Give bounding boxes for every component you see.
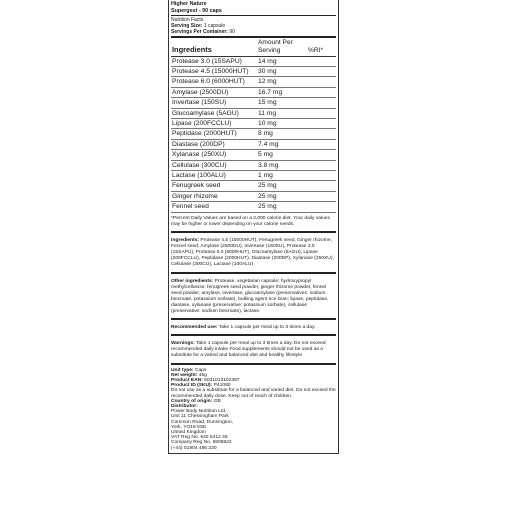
net-weight-value: 45g [197,372,207,378]
ingredient-name: Protease 4.5 (15000HUT) [171,67,257,77]
warnings-label: Warnings: [171,341,195,347]
distributor-line: York, YO19 5SE [171,424,207,430]
ingredient-ri [307,87,336,97]
net-weight-label: Net weight: [171,372,198,378]
ingredient-amount: 30 mg [257,67,307,77]
product-ean-label: Product EAN: [171,377,203,383]
ingredient-name: Ginger rhizome [171,191,257,201]
ingredient-name: Amylase (2500DU) [171,87,257,97]
brand-name: Higher Nature [171,1,207,7]
distributor-label: Distributor: [171,403,198,409]
ingredient-ri [307,150,336,160]
col-amount: Amount Per Serving [257,38,307,56]
ingredient-ri [307,108,336,118]
country-label: Country of origin: [171,398,213,404]
servings-per-container [171,29,336,35]
ingredient-amount: 3.8 mg [257,160,307,170]
divider [171,15,336,16]
other-ingredients-text: Protease, vegetarian capsule: hydroxypropyl methylcellulose; fenugreek seed powder, ginger rhizome powder, fennel seed powder, amylase, invertase, glucoamylase (preservatives: sodium benzoate, potassium sorbate), bulking agent rice bran; lipase, peptidase, diastase, xylanase (preservative: potassium sorbate), cellulase (preservative: sodium benzoate), lactase. [171,278,329,315]
ingredient-ri [307,67,336,77]
ingredient-amount: 25 mg [257,202,307,212]
table-row [171,98,336,108]
recommended-use-label: Recommended use: [171,325,218,331]
distributor-line: Common Road, Dunnington, [171,419,233,425]
ingredient-name: Peptidase (2000HUT) [171,129,257,139]
warnings-section [171,334,336,362]
unit-type-label: Unit type: [171,367,194,373]
ingredient-ri [307,129,336,139]
ingredient-amount: 14 mg [257,56,307,66]
ingredients-label: Ingredients: [171,238,199,244]
table-row [171,191,336,201]
ingredient-ri [307,77,336,87]
ingredient-ri [307,202,336,212]
ingredient-amount: 16.7 mg [257,87,307,97]
ingredient-name: Cellulase (300CU) [171,160,257,170]
table-row [171,129,336,139]
unit-type-value: Caps [193,367,207,373]
ingredients-section [171,231,336,271]
table-row [171,139,336,149]
ingredient-ri [307,98,336,108]
table-row [171,171,336,181]
ingredient-ri [307,181,336,191]
col-ri: %RI* [307,38,336,56]
col-ingredients: Ingredients [171,38,257,56]
ingredient-amount: 5 mg [257,150,307,160]
ingredients-text: Protease 4.5 (15000HUT), Fenugreek seed, Ginger rhizome, Fennel seed, Amylase (2500DU), Invertase (150SU), Protease 3.0 (15SAPU), Protease 6.0 (6000HUT), Glucoamylase (5AGU), Lipase (200FCCLU), Peptidase (2000HUT), Diastase (200DP), Xylanase (250XU), Cellulase (300CU), Lactase (100ALU) [171,238,334,268]
ingredient-name: Invertase (150SU) [171,98,257,108]
ingredient-amount: 25 mg [257,191,307,201]
product-name: Supergest - 90 caps [171,7,222,14]
other-ingredients-section [171,272,336,319]
ingredient-name: Lactase (100ALU) [171,171,257,181]
distributor-address [171,409,336,451]
advice-text: Do not use as a substitute for a balanced and varied diet. Do not exceed the recommended daily dose. Keep out of reach of children. [171,388,336,399]
product-ean-value: 5031013102387 [202,377,240,383]
distributor-line: (+44) 01904 486 330 [171,445,217,451]
distributor-line: United Kingdom [171,429,206,435]
table-row [171,202,336,212]
supplement-label [168,0,339,454]
servings-per-container-value: 90 [227,29,235,36]
nutrition-facts-title: Nutrition Facts [171,17,204,24]
ingredient-ri [307,56,336,66]
table-row [171,87,336,97]
table-row [171,119,336,129]
ingredient-amount: 10 mg [257,119,307,129]
table-row [171,56,336,66]
table-row [171,160,336,170]
ingredient-amount: 15 mg [257,98,307,108]
table-body [171,56,336,212]
ingredient-name: Fenugreek seed [171,181,257,191]
ingredient-name: Protease 3.0 (15SAPU) [171,56,257,66]
servings-per-container-label: Servings Per Container: [171,29,228,36]
ingredient-amount: 11 mg [257,108,307,118]
product-sku-value: P41080 [212,383,231,389]
ingredient-ri [307,171,336,181]
daily-values-note: *Percent Daily Values are based on a 2,000 calorie diet. Your daily values may be higher or lower depending on your calorie needs. [171,215,330,227]
distributor-line: Power Body Nutrition Ltd. [171,409,227,415]
ingredient-amount: 7.4 mg [257,139,307,149]
ingredient-amount: 1 mg [257,171,307,181]
recommended-use-section [171,318,336,334]
ingredient-amount: 8 mg [257,129,307,139]
ingredient-name: Diastase (200DP) [171,139,257,149]
warnings-text: Take 1 capsule per meal up to 3 times a day. Do not exceed recommended daily intake Food supplements should not be used as a substitute for a varied and balanced diet and healthy lifestyle [171,341,326,359]
ingredient-name: Xylanase (250XU) [171,150,257,160]
ingredient-ri [307,160,336,170]
recommended-use-text: Take 1 capsule per meal up to 3 times a day. [217,325,316,331]
product-info-section [171,363,336,453]
table-row [171,108,336,118]
distributor-line: Unit 11 Chessingham Park [171,414,229,420]
table-row [171,150,336,160]
ingredient-name: Glucoamylase (5AGU) [171,108,257,118]
table-row [171,77,336,87]
ingredient-name: Lipase (200FCCLU) [171,119,257,129]
product-sku-label: Product ID (SKU): [171,383,213,389]
table-row [171,181,336,191]
serving-size-value: 1 capsule [202,23,226,30]
table-row [171,67,336,77]
ingredient-name: Fennel seed [171,202,257,212]
ingredient-amount: 25 mg [257,181,307,191]
serving-size-label: Serving Size: [171,23,203,30]
other-ingredients-label: Other ingredients: [171,278,214,284]
ingredient-name: Protease 6.0 (6000HUT) [171,77,257,87]
ingredient-amount: 12 mg [257,77,307,87]
country-value: GB [212,398,221,404]
table-header-row [171,38,336,56]
nutrition-table [171,38,336,213]
ingredient-ri [307,119,336,129]
distributor-line: VAT Reg No. 940 5412 46 [171,435,228,441]
ingredient-ri [307,139,336,149]
ingredient-ri [307,191,336,201]
distributor-line: Company Reg No. 6909822 [171,440,232,446]
